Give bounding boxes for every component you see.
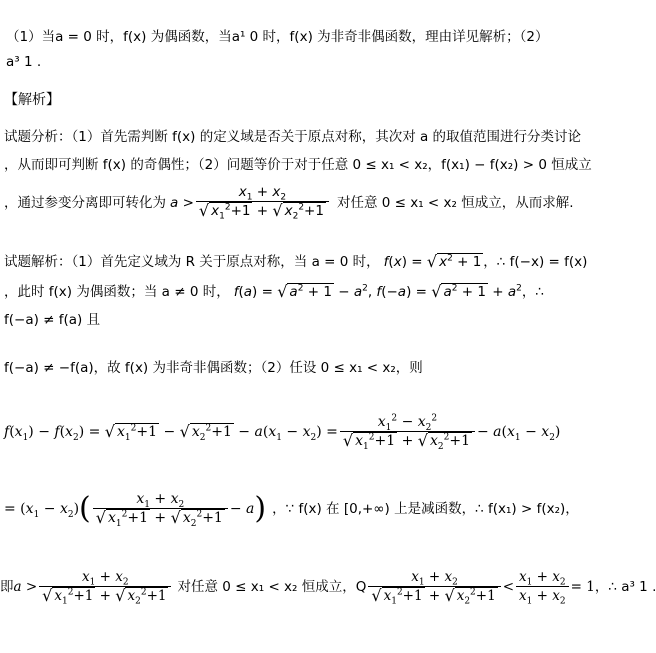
fraction-sum-over-roots: $x_1 + x_2$ √ $x_1^2+1$ + √ $x_2^2+1$ (196, 184, 329, 221)
solution-line-7-post: ，∴ a³ 1 . (594, 579, 656, 595)
analysis-line-2: ，从而即可判断 f(x) 的奇偶性；（2）问题等价于对于任意 0 ≤ x₁ < x₂，f(x₁) − f(x₂) > 0 恒成立 (4, 157, 592, 173)
solution-line-4: f(−a) ≠ −f(a)，故 f(x) 为非奇非偶函数；（2）任设 0 ≤ x₁ < x₂，则 (4, 360, 423, 376)
fraction-factored: $x_1 + x_2$ √ $x_1^2+1$ + √ $x_2^2+1$ (93, 491, 228, 528)
solution-line-7-pre: 即 (0, 579, 14, 595)
inequality-a-gt: a > (170, 194, 194, 211)
formula-factored: = $(x_1 - x_2)$ (4, 501, 80, 520)
formula-difference-tail: − $a(x_1 - x_2)$ (476, 424, 561, 443)
paren-open: ( (79, 491, 91, 526)
solution-line-2-post: ，∴ (521, 284, 544, 300)
less-than: < (502, 579, 514, 595)
answer-line-1 (6, 27, 548, 47)
fraction-sum-over-roots-3: $x_1 + x_2$ √ $x_1^2+1$ + √ $x_2^2+1$ (368, 569, 500, 606)
analysis-heading: 【解析】 (4, 92, 60, 108)
equals-one: = 1 (570, 579, 595, 595)
fraction-diff-squares: $x_1^2 - x_2^2$ √ $x_1^2+1$ + √ $x_2^2+1$ (340, 414, 475, 451)
analysis-line-3-post: 对任意 0 ≤ x₁ < x₂ 恒成立，从而求解. (336, 194, 574, 211)
solution-line-5 (4, 408, 560, 456)
answer-line-2 (6, 52, 41, 72)
inequality-a-gt-2: a > (13, 579, 38, 595)
formula-fx-root: f(x) = √ $x^2 + 1$ (383, 252, 482, 271)
analysis-line-1: 试题分析：（1）首先需判断 f(x) 的定义域是否关于原点对称，其次对 a 的取值范围进行分类讨论 (4, 129, 582, 145)
paren-close: ) (254, 491, 267, 526)
fraction-equals-one: $\frac{x_1 + x_2}{x_1 + x_2}$ (516, 569, 569, 606)
minus-a: − a (229, 501, 255, 517)
answer-part1: （1）当a = 0 时，f(x) 为偶函数，当a¹ 0 时，f(x) 为非奇非偶函数，理由详见解析；（2） (6, 29, 549, 45)
solution-line-1 (4, 252, 587, 272)
formula-difference: $f(x_1) - f(x_2)$ = √ $x_1^2+1$ − √ $x_2^2+1$ − $a(x_1 - x_2)$ = (4, 422, 338, 443)
solution-line-1-pre: 试题解析：（1）首先定义域为 R 关于原点对称，当 a = 0 时， (4, 254, 380, 270)
solution-line-6-post: ，∵ f(x) 在 [0,+∞) 上是减函数，∴ f(x₁) > f(x₂)， (272, 501, 579, 517)
solution-line-1-post: ，∴ f(−x) = f(x) (483, 254, 588, 270)
fraction-sum-over-roots-2: $x_1 + x_2$ √ $x_1^2+1$ + √ $x_2^2+1$ (39, 569, 171, 606)
analysis-line-3-pre: ，通过参变分离即可转化为 (4, 194, 166, 211)
solution-line-7-mid: 对任意 0 ≤ x₁ < x₂ 恒成立，Q (177, 579, 367, 595)
solution-line-2-pre: ，此时 f(x) 为偶函数；当 a ≠ 0 时， (4, 284, 230, 300)
answer-part2: a³ 1 . (6, 54, 42, 70)
solution-line-6 (4, 484, 579, 534)
analysis-line-3 (4, 184, 574, 221)
solution-line-7 (0, 562, 656, 612)
solution-line-2 (4, 282, 544, 302)
solution-line-3: f(−a) ≠ f(a) 且 (4, 312, 101, 328)
formula-fa-pair: f(a) = √ $a^2 + 1$ − $a^2$, f(−a) = √ $a^2 + 1$ + $a^2$ (233, 282, 522, 301)
